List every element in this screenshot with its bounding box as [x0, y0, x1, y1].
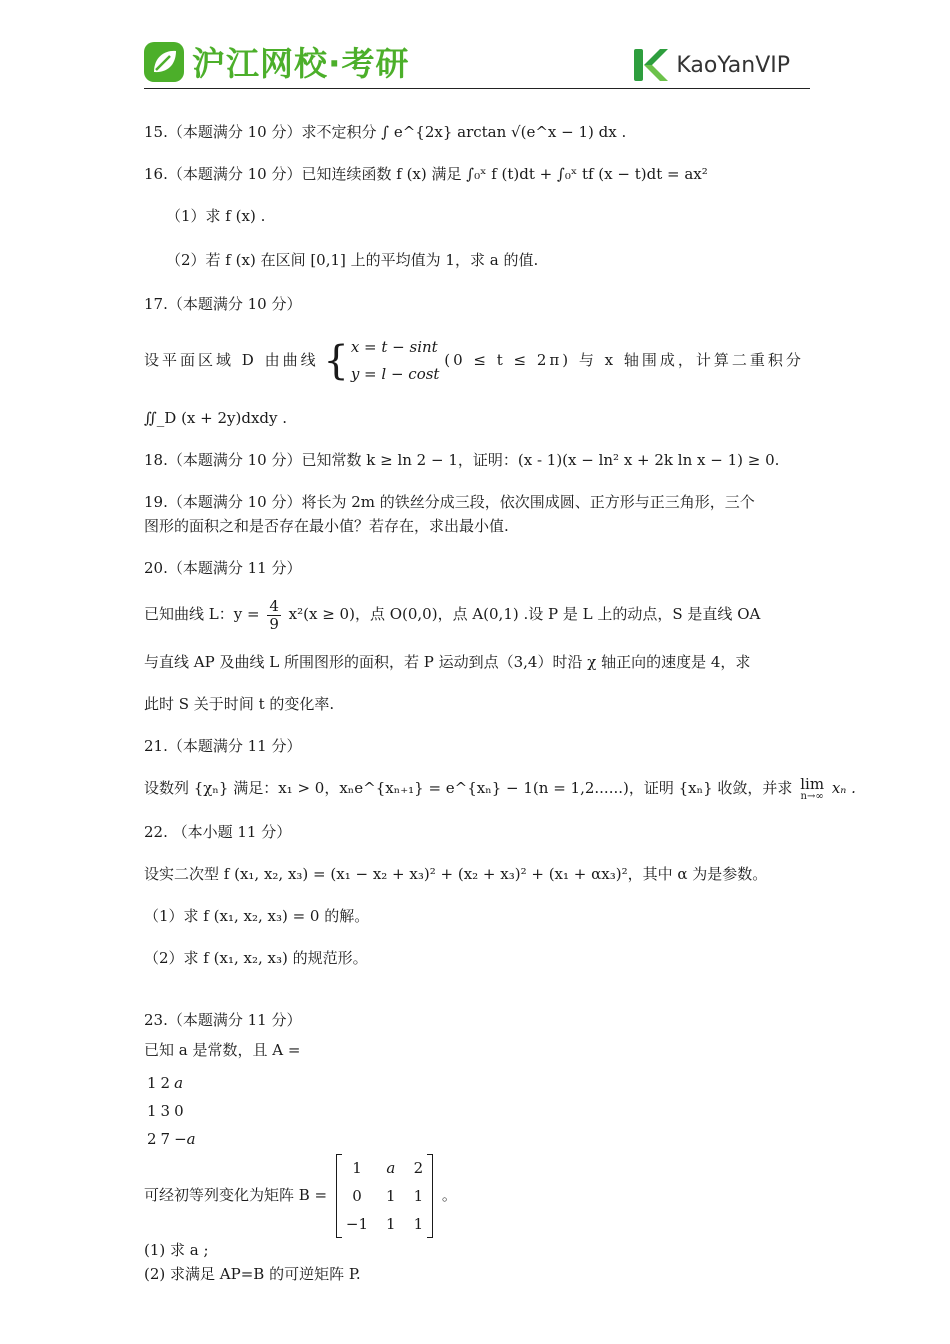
leaf-icon [144, 42, 184, 82]
question-16-part-2: （2）若 f (x) 在区间 [0,1] 上的平均值为 1，求 a 的值. [166, 251, 539, 269]
matrix-entry: a [386, 1158, 396, 1177]
question-16-part-1: （1）求 f (x) . [166, 207, 266, 225]
kaoyanvip-logo [632, 46, 790, 84]
question-18: 18.（本题满分 10 分）已知常数 k ≥ ln 2 − 1，证明：(x - 1)(x − ln² x + 2k ln x − 1) ≥ 0. [144, 451, 780, 469]
matrix-entry: 1 [386, 1186, 396, 1205]
question-22-part-2: （2）求 f (x₁, x₂, x₃) 的规范形。 [144, 948, 368, 967]
question-17-heading: 17.（本题满分 10 分） [144, 295, 302, 313]
question-19-line-2: 图形的面积之和是否存在最小值？若存在，求出最小值. [144, 517, 509, 535]
right-brand-text: KaoYanVIP [676, 52, 790, 78]
matrix-entry: 1 [413, 1214, 424, 1233]
parametric-curve: { x = t − sint y = l − cost [323, 338, 440, 384]
hujiang-logo [144, 38, 410, 85]
left-brand-text: 沪江网校·考研 [192, 44, 410, 83]
question-23-part-2: (2) 求满足 AP=B 的可逆矩阵 P. [144, 1264, 361, 1283]
question-23-statement: 已知 a 是常数，且 A = [144, 1040, 301, 1059]
question-20-line-1: 已知曲线 L：y = $\frac{4}{9}$ x²(x ≥ 0)，点 O(0,0)，点 A(0,1) .设 P 是 L 上的动点，S 是直线 OA [144, 597, 761, 633]
matrix-b [336, 1154, 433, 1238]
question-22-part-1: （1）求 f (x₁, x₂, x₃) = 0 的解。 [144, 906, 370, 925]
question-23-heading: 23.（本题满分 11 分） [144, 1010, 302, 1029]
question-16: 16.（本题满分 10 分）已知连续函数 f (x) 满足 ∫₀ˣ f (t)dt + ∫₀ˣ tf (x − t)dt = ax² [144, 165, 708, 183]
exam-content: 15.（本题满分 10 分）求不定积分 ∫ e^{2x} arctan √(e^x − 1) dx . 16.（本题满分 10 分）已知连续函数 f (x) 满足 ∫₀ˣ f (t)dt + ∫₀ˣ tf (x − t)dt = ax² （1）求 f (x) . （2）若 f (x) 在区间 [0,1] 上的平均值为 1，求 a 的值. 17.（本题满分 10 分） 设平面区域 D 由曲线 { x = t − sint y = l − cost (0 ≤ t ≤ 2π) 与 x 轴围成，计算二重积分 ∬_D (x + 2y)dxdy . 18.（本题满分 10 分）已知常数 k ≥ ln 2 − 1，证明：(x - 1)(x − ln² x + 2k ln x − 1) ≥ 0. 19.（本题满分 10 分）将长为 2m 的铁丝分成三段，依次围成圆、正方形与正三角形，三个 图形的面积之和是否存在最小值？若存在，求出最小值. 20.（本题满分 11 分） 已知曲线 L：y = $\frac{4}{9}$ x²(x ≥ 0)，点 O(0,0)，点 A(0,1) .设 P 是 L 上的动点，S 是直线 OA 与直线 AP 及曲线 L 所围图形的面积，若 P 运动到点（3,4）时沿 χ 轴正向的速度是 4，求 此时 S 关于时间 t 的变化率. 21.（本题满分 11 分） 设数列 {χₙ} 满足：x₁ > 0，xₙe^{xₙ₊₁} = e^{xₙ} − 1(n = 1,2......)，证明 {xₙ} 收敛，并求 lim n→∞ xₙ . 22. （本小题 11 分） 设实二次型 f (x₁, x₂, x₃) = (x₁ − x₂ + x₃)² + (x₂ + x₃)² + (x₁ + αx₃)²，其中 α 为是参数。 （1）求 f (x₁, x₂, x₃) = 0 的解。 （2）求 f (x₁, x₂, x₃) 的规范形。 23.（本题满分 11 分） 已知 a 是常数，且 A = 1 2 a 1 3 0 2 7 −a 可经初等列变化为矩阵 B = 1 a 2 0 1 1 −1 1 1 。 (1) 求 a ; (2) 求满足 AP=B 的可逆矩阵 P. [144, 120, 808, 1286]
limit-operator: lim n→∞ [800, 774, 825, 802]
question-17-statement: 设平面区域 D 由曲线 { x = t − sint y = l − cost (0 ≤ t ≤ 2π) 与 x 轴围成，计算二重积分 [144, 334, 808, 388]
question-22-heading: 22. （本小题 11 分） [144, 822, 292, 841]
question-15: 15.（本题满分 10 分）求不定积分 ∫ e^{2x} arctan √(e^x − 1) dx . [144, 123, 627, 141]
question-19-line-1: 19.（本题满分 10 分）将长为 2m 的铁丝分成三段，依次围成圆、正方形与正三角形，三个 [144, 493, 755, 511]
question-23-part-1: (1) 求 a ; [144, 1240, 209, 1259]
matrix-entry: 1 [352, 1158, 362, 1177]
matrix-entry: 0 [352, 1186, 362, 1205]
k-logo-icon [632, 46, 670, 84]
matrix-entry: 1 [386, 1214, 396, 1233]
matrix-entry: 1 [413, 1186, 424, 1205]
question-20-line-2: 与直线 AP 及曲线 L 所围图形的面积，若 P 运动到点（3,4）时沿 χ 轴正向的速度是 4，求 [144, 653, 751, 671]
matrix-entry: 2 [413, 1158, 424, 1177]
page-header [144, 38, 810, 89]
question-21-statement: 设数列 {χₙ} 满足：x₁ > 0，xₙe^{xₙ₊₁} = e^{xₙ} − 1(n = 1,2......)，证明 {xₙ} 收敛，并求 lim n→∞ xₙ . [144, 774, 856, 802]
question-20-line-3: 此时 S 关于时间 t 的变化率. [144, 695, 335, 713]
question-20-heading: 20.（本题满分 11 分） [144, 559, 302, 577]
fraction-4-9: $\frac{4}{9}$ [269, 597, 279, 633]
question-17-integral: ∬_D (x + 2y)dxdy . [144, 409, 288, 427]
matrix-entry: −1 [345, 1214, 369, 1233]
question-21-heading: 21.（本题满分 11 分） [144, 737, 302, 755]
question-22-statement: 设实二次型 f (x₁, x₂, x₃) = (x₁ − x₂ + x₃)² + (x₂ + x₃)² + (x₁ + αx₃)²，其中 α 为是参数。 [144, 864, 768, 883]
